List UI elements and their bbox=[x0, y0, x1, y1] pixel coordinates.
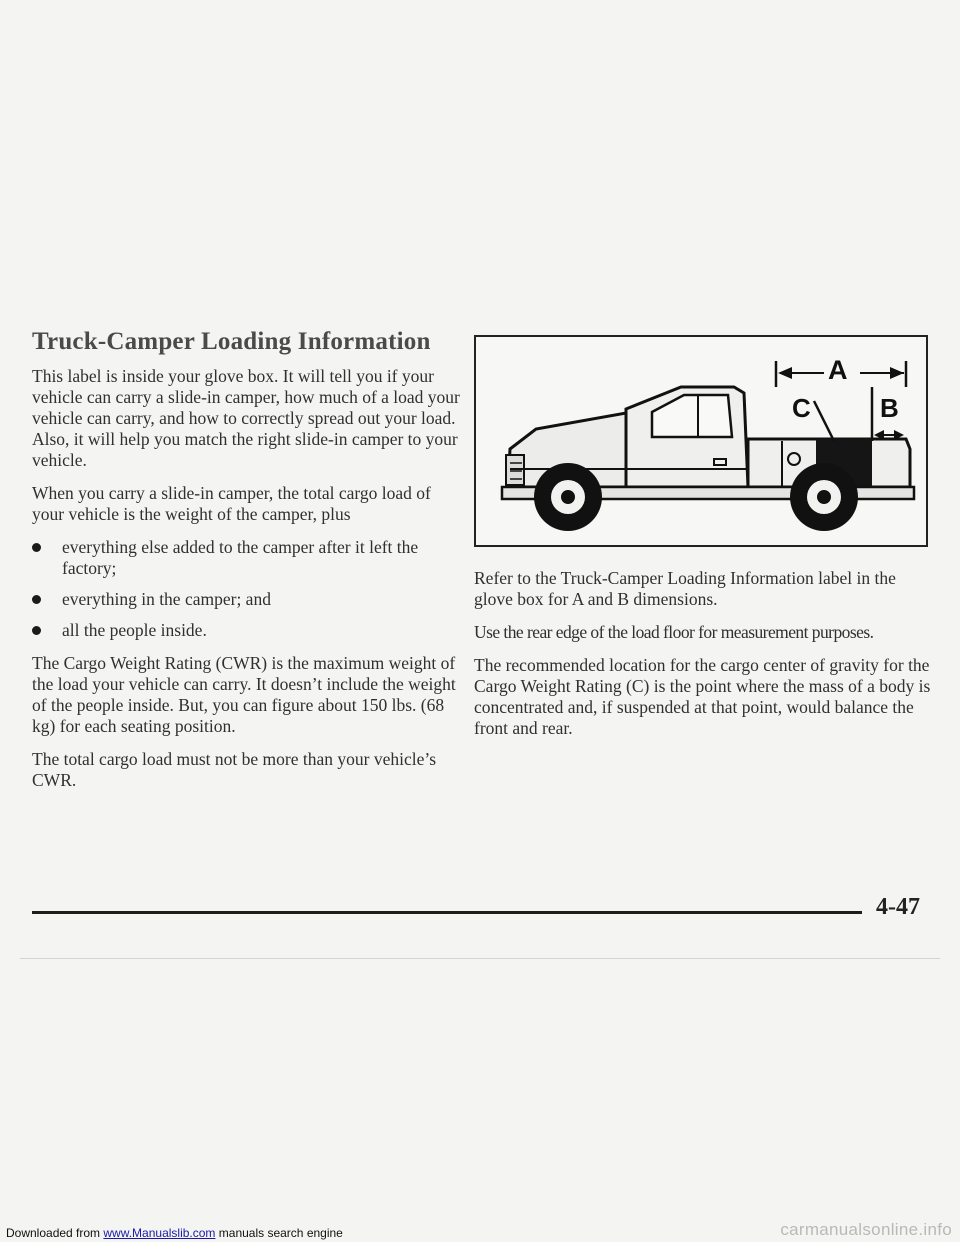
dimension-c-label: C bbox=[792, 393, 811, 423]
section-title: Truck-Camper Loading Information bbox=[32, 328, 431, 355]
pickup-truck-illustration bbox=[476, 337, 926, 545]
cargo-load-paragraph: When you carry a slide-in camper, the total cargo load of your vehicle is the weight of the camper, plus bbox=[32, 483, 431, 524]
manualslib-link[interactable]: www.Manualslib.com bbox=[103, 1226, 216, 1240]
download-footer bbox=[6, 1226, 343, 1240]
bullet-item bbox=[32, 537, 460, 579]
bullet-text: everything in the camper; and bbox=[62, 589, 271, 609]
bullet-icon bbox=[32, 626, 41, 635]
intro-paragraph: This label is inside your glove box. It will tell you if your vehicle can carry a slide-in camper, how much of a load your vehicle can carry, and how to correctly spread out your load. Also, it will help you match the right slide-in camper to your vehicle. bbox=[32, 366, 460, 470]
footer-prefix: Downloaded from bbox=[6, 1226, 104, 1240]
rear-edge-paragraph: Use the rear edge of the load floor for measurement purposes. bbox=[474, 622, 874, 642]
bullet-text: everything else added to the camper after it left the factory; bbox=[62, 537, 419, 578]
total-load-paragraph: The total cargo load must not be more than your vehicle’s CWR. bbox=[32, 749, 437, 790]
page-number: 4-47 bbox=[876, 894, 920, 920]
page-footer-rule bbox=[32, 911, 862, 914]
dimension-b-label: B bbox=[880, 393, 899, 423]
bullet-icon bbox=[32, 595, 41, 604]
cwr-paragraph: The Cargo Weight Rating (CWR) is the maximum weight of the load your vehicle can carry. It doesn’t include the weight of the people inside. But, you can figure about 150 lbs. (68 kg) for each seating position. bbox=[32, 653, 456, 736]
site-watermark: carmanualsonline.info bbox=[780, 1220, 952, 1239]
left-column bbox=[32, 366, 460, 803]
bullet-item bbox=[32, 620, 460, 641]
refer-paragraph: Refer to the Truck-Camper Loading Information label in the glove box for A and B dimensions. bbox=[474, 568, 896, 609]
bullet-icon bbox=[32, 543, 41, 552]
dimension-a-label: A bbox=[828, 355, 848, 385]
bullet-text: all the people inside. bbox=[62, 620, 207, 640]
bullet-item bbox=[32, 589, 460, 610]
right-column bbox=[474, 568, 934, 751]
truck-diagram bbox=[474, 335, 928, 547]
scan-edge-line bbox=[20, 958, 940, 959]
footer-suffix: manuals search engine bbox=[215, 1226, 343, 1240]
cargo-bullet-list bbox=[32, 537, 460, 641]
center-of-gravity-paragraph: The recommended location for the cargo center of gravity for the Cargo Weight Rating (C) is the point where the mass of a body is concentrated and, if suspended at that point, would balance the front and rear. bbox=[474, 655, 931, 738]
